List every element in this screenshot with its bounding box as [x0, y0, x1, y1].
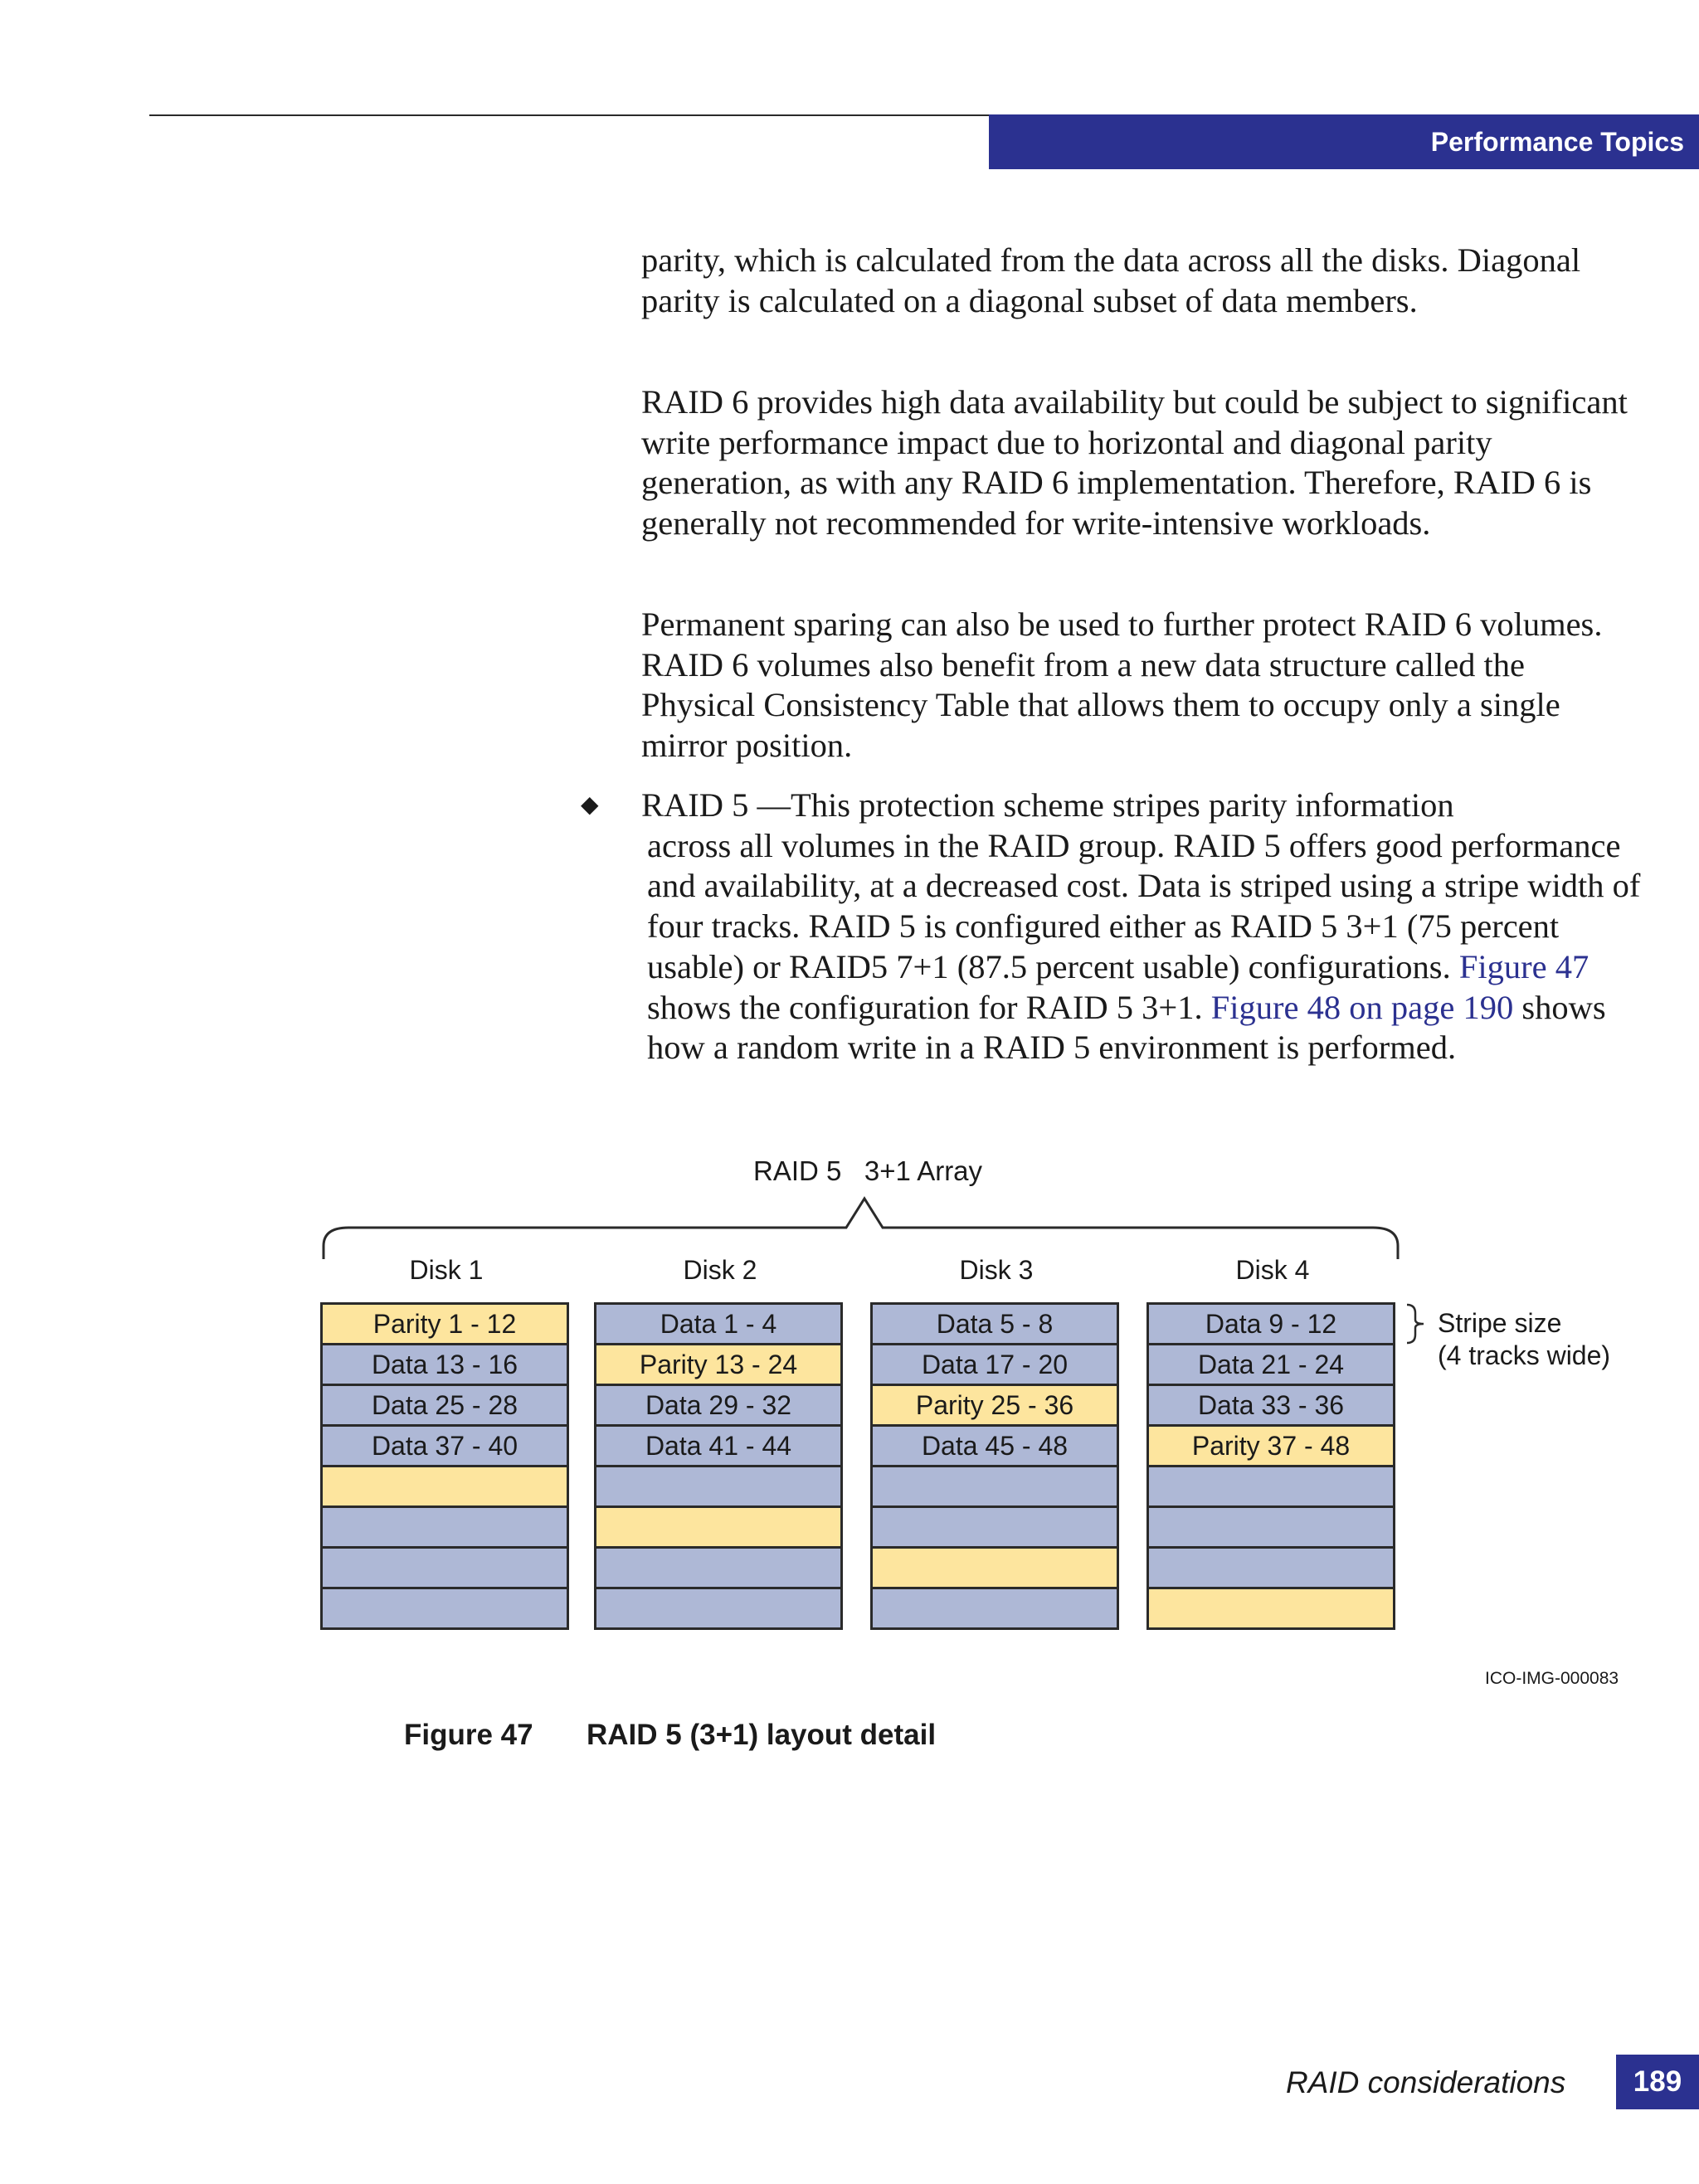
data-cell [320, 1549, 569, 1589]
page-number: 189 [1633, 2065, 1682, 2098]
bullet-continuation [641, 826, 1653, 1068]
data-cell [320, 1508, 569, 1549]
data-cell [1146, 1508, 1395, 1549]
bullet-text-c: shows how a random write in a RAID 5 environment is performed. [647, 988, 1606, 1067]
stripe-size-line2: (4 tracks wide) [1438, 1340, 1611, 1370]
data-cell: Data 45 - 48 [870, 1427, 1119, 1467]
header-section-banner [989, 114, 1699, 169]
data-cell: Data 13 - 16 [320, 1345, 569, 1386]
parity-cell [870, 1549, 1119, 1589]
data-cell [870, 1589, 1119, 1630]
parity-cell: Parity 25 - 36 [870, 1386, 1119, 1427]
parity-cell: Parity 1 - 12 [320, 1302, 569, 1345]
parity-cell [320, 1467, 569, 1508]
disk-label: Disk 2 [683, 1255, 757, 1285]
parity-cell: Parity 13 - 24 [594, 1345, 843, 1386]
data-cell [594, 1549, 843, 1589]
data-cell: Data 33 - 36 [1146, 1386, 1395, 1427]
bullet-first-line: RAID 5 —This protection scheme stripes parity information [641, 786, 1454, 824]
figure-48-link[interactable]: Figure 48 on page 190 [1210, 988, 1514, 1026]
data-cell: Data 5 - 8 [870, 1302, 1119, 1345]
data-cell: Data 17 - 20 [870, 1345, 1119, 1386]
array-title: RAID 5 3+1 Array [753, 1155, 983, 1186]
parity-cell [594, 1508, 843, 1549]
figure-47-link[interactable]: Figure 47 [1458, 947, 1589, 985]
parity-cell [1146, 1589, 1395, 1630]
stripe-brace-icon [1404, 1302, 1429, 1345]
paragraph-text: Permanent sparing can also be used to further protect RAID 6 volumes. RAID 6 volumes also benefit from a new data structure called the Physical Consistency Table that allows them to occupy only a single mirror position. [641, 606, 1603, 765]
disk-column [870, 1302, 1119, 1630]
footer-section-title: RAID considerations [1286, 2065, 1566, 2099]
raid5-figure [0, 1145, 1699, 1767]
data-cell [870, 1508, 1119, 1549]
body-paragraph [641, 382, 1637, 544]
body-paragraph [641, 241, 1637, 321]
data-cell [594, 1467, 843, 1508]
stripe-size-note [1438, 1307, 1610, 1372]
body-paragraph [641, 605, 1637, 766]
bullet-text [641, 786, 1653, 1068]
disk-label: Disk 4 [1235, 1255, 1310, 1285]
diamond-bullet-icon: ◆ [581, 792, 599, 818]
array-brace-icon [315, 1194, 1410, 1261]
bullet-text-b: shows the configuration for RAID 5 3+1. [647, 988, 1203, 1026]
figure-caption-title: RAID 5 (3+1) layout detail [587, 1719, 937, 1751]
data-cell: Data 1 - 4 [594, 1302, 843, 1345]
paragraph-text: RAID 6 provides high data availability but could be subject to significant write performance impact due to horizontal and diagonal parity generation, as with any RAID 6 implementation. Therefore, RAID 6 is generally not recommended for write-intensive workloads. [641, 383, 1628, 542]
disk-column [320, 1302, 569, 1630]
data-cell: Data 29 - 32 [594, 1386, 843, 1427]
data-cell [320, 1589, 569, 1630]
disk-column [1146, 1302, 1395, 1630]
data-cell: Data 41 - 44 [594, 1427, 843, 1467]
data-cell [1146, 1467, 1395, 1508]
stripe-size-line1: Stripe size [1438, 1308, 1562, 1338]
disk-column [594, 1302, 843, 1630]
parity-cell: Parity 37 - 48 [1146, 1427, 1395, 1467]
figure-caption-number: Figure 47 [404, 1719, 533, 1751]
data-cell [594, 1589, 843, 1630]
page-number-box [1616, 2055, 1699, 2109]
image-id: ICO-IMG-000083 [1485, 1669, 1619, 1688]
bullet-text-a: across all volumes in the RAID group. RAID 5 offers good performance and availability, at a decreased cost. Data is striped using a stripe width of four tracks. RAID 5 is configured either as RAID 5 3+1 (75 percent usable) or RAID5 7+1 (87.5 percent usable) configurations. [647, 826, 1641, 985]
data-cell: Data 9 - 12 [1146, 1302, 1395, 1345]
data-cell: Data 37 - 40 [320, 1427, 569, 1467]
data-cell: Data 21 - 24 [1146, 1345, 1395, 1386]
data-cell [870, 1467, 1119, 1508]
paragraph-text: parity, which is calculated from the data across all the disks. Diagonal parity is calculated on a diagonal subset of data members. [641, 241, 1581, 319]
header-section-title: Performance Topics [1430, 126, 1684, 157]
header-rule [149, 114, 989, 116]
data-cell [1146, 1549, 1395, 1589]
data-cell: Data 25 - 28 [320, 1386, 569, 1427]
disk-label: Disk 3 [959, 1255, 1034, 1285]
disk-label: Disk 1 [409, 1255, 484, 1285]
